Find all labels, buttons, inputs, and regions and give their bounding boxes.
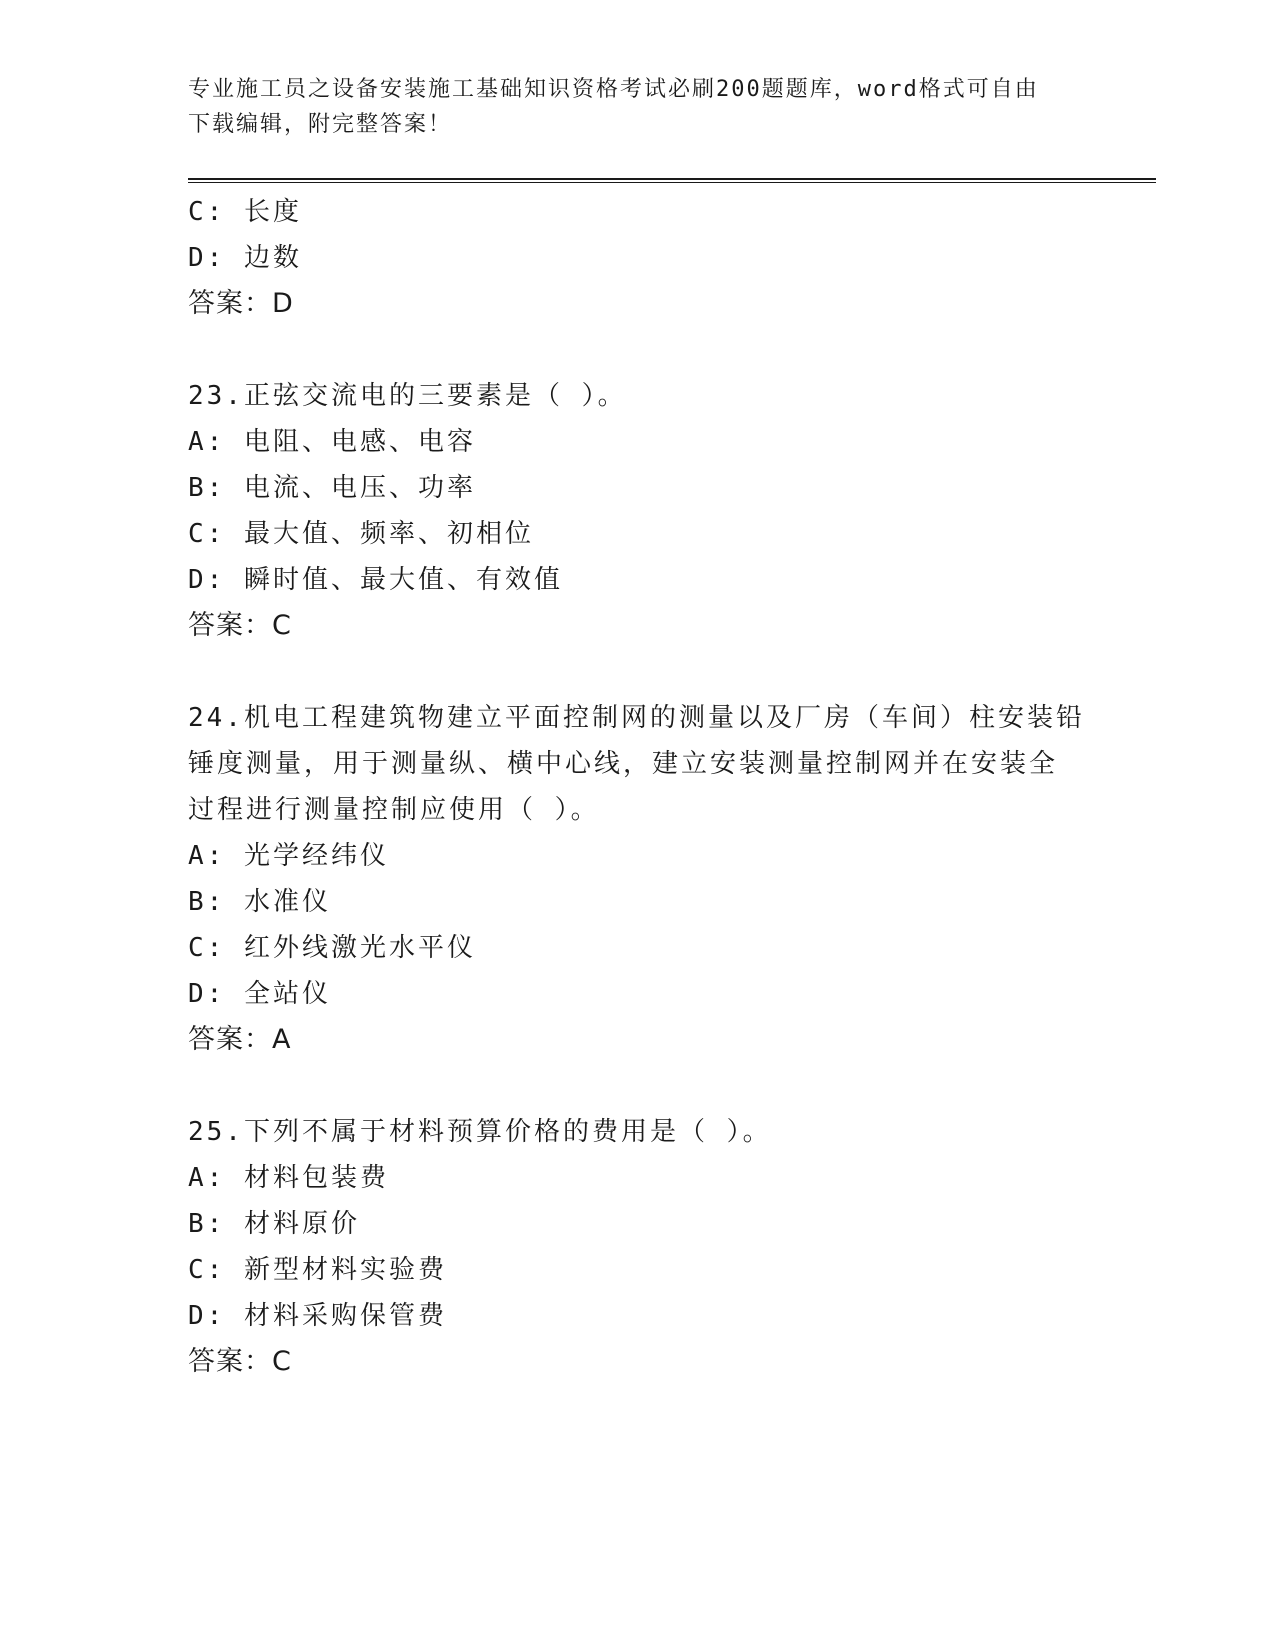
option-d: D: 瞬时值、最大值、有效值 (188, 565, 563, 595)
option-b: B: 电流、电压、功率 (188, 473, 476, 503)
answer: 答案：C (188, 610, 292, 641)
option-d: D: 全站仪 (188, 979, 331, 1009)
question-23 (188, 373, 1088, 649)
option-c: C: 红外线激光水平仪 (188, 933, 476, 963)
header-divider (188, 178, 1156, 183)
spacer (188, 649, 1088, 695)
option-c: C: 新型材料实验费 (188, 1255, 447, 1285)
option-d: D: 材料采购保管费 (188, 1301, 447, 1331)
question-24 (188, 695, 1088, 1063)
question-stem: 过程进行测量控制应使用（ ）。 (188, 795, 600, 825)
document-header (188, 72, 1088, 142)
question-stem: 25.下列不属于材料预算价格的费用是（ ）。 (188, 1117, 772, 1147)
spacer (188, 327, 1088, 373)
question-22-fragment (188, 189, 1088, 327)
option-c: C: 最大值、频率、初相位 (188, 519, 534, 549)
question-stem: 锤度测量，用于测量纵、横中心线，建立安装测量控制网并在安装全 (188, 749, 1059, 779)
question-stem: 24.机电工程建筑物建立平面控制网的测量以及厂房（车间）柱安装铅 (188, 703, 1085, 733)
question-stem: 23.正弦交流电的三要素是（ ）。 (188, 381, 627, 411)
answer: 答案：C (188, 1346, 292, 1377)
option-a: A: 材料包装费 (188, 1163, 389, 1193)
header-line-2: 下载编辑，附完整答案！ (188, 112, 453, 137)
option-b: B: 水准仪 (188, 887, 331, 917)
question-list (188, 189, 1088, 1385)
option-a: A: 光学经纬仪 (188, 841, 389, 871)
option-d: D: 边数 (188, 243, 302, 273)
question-25 (188, 1109, 1088, 1385)
option-b: B: 材料原价 (188, 1209, 360, 1239)
spacer (188, 1063, 1088, 1109)
header-line-1: 专业施工员之设备安装施工基础知识资格考试必刷200题题库，word格式可自由 (188, 77, 1039, 102)
option-a: A: 电阻、电感、电容 (188, 427, 476, 457)
answer: 答案：D (188, 288, 294, 319)
option-c: C: 长度 (188, 197, 302, 227)
answer: 答案：A (188, 1024, 292, 1055)
